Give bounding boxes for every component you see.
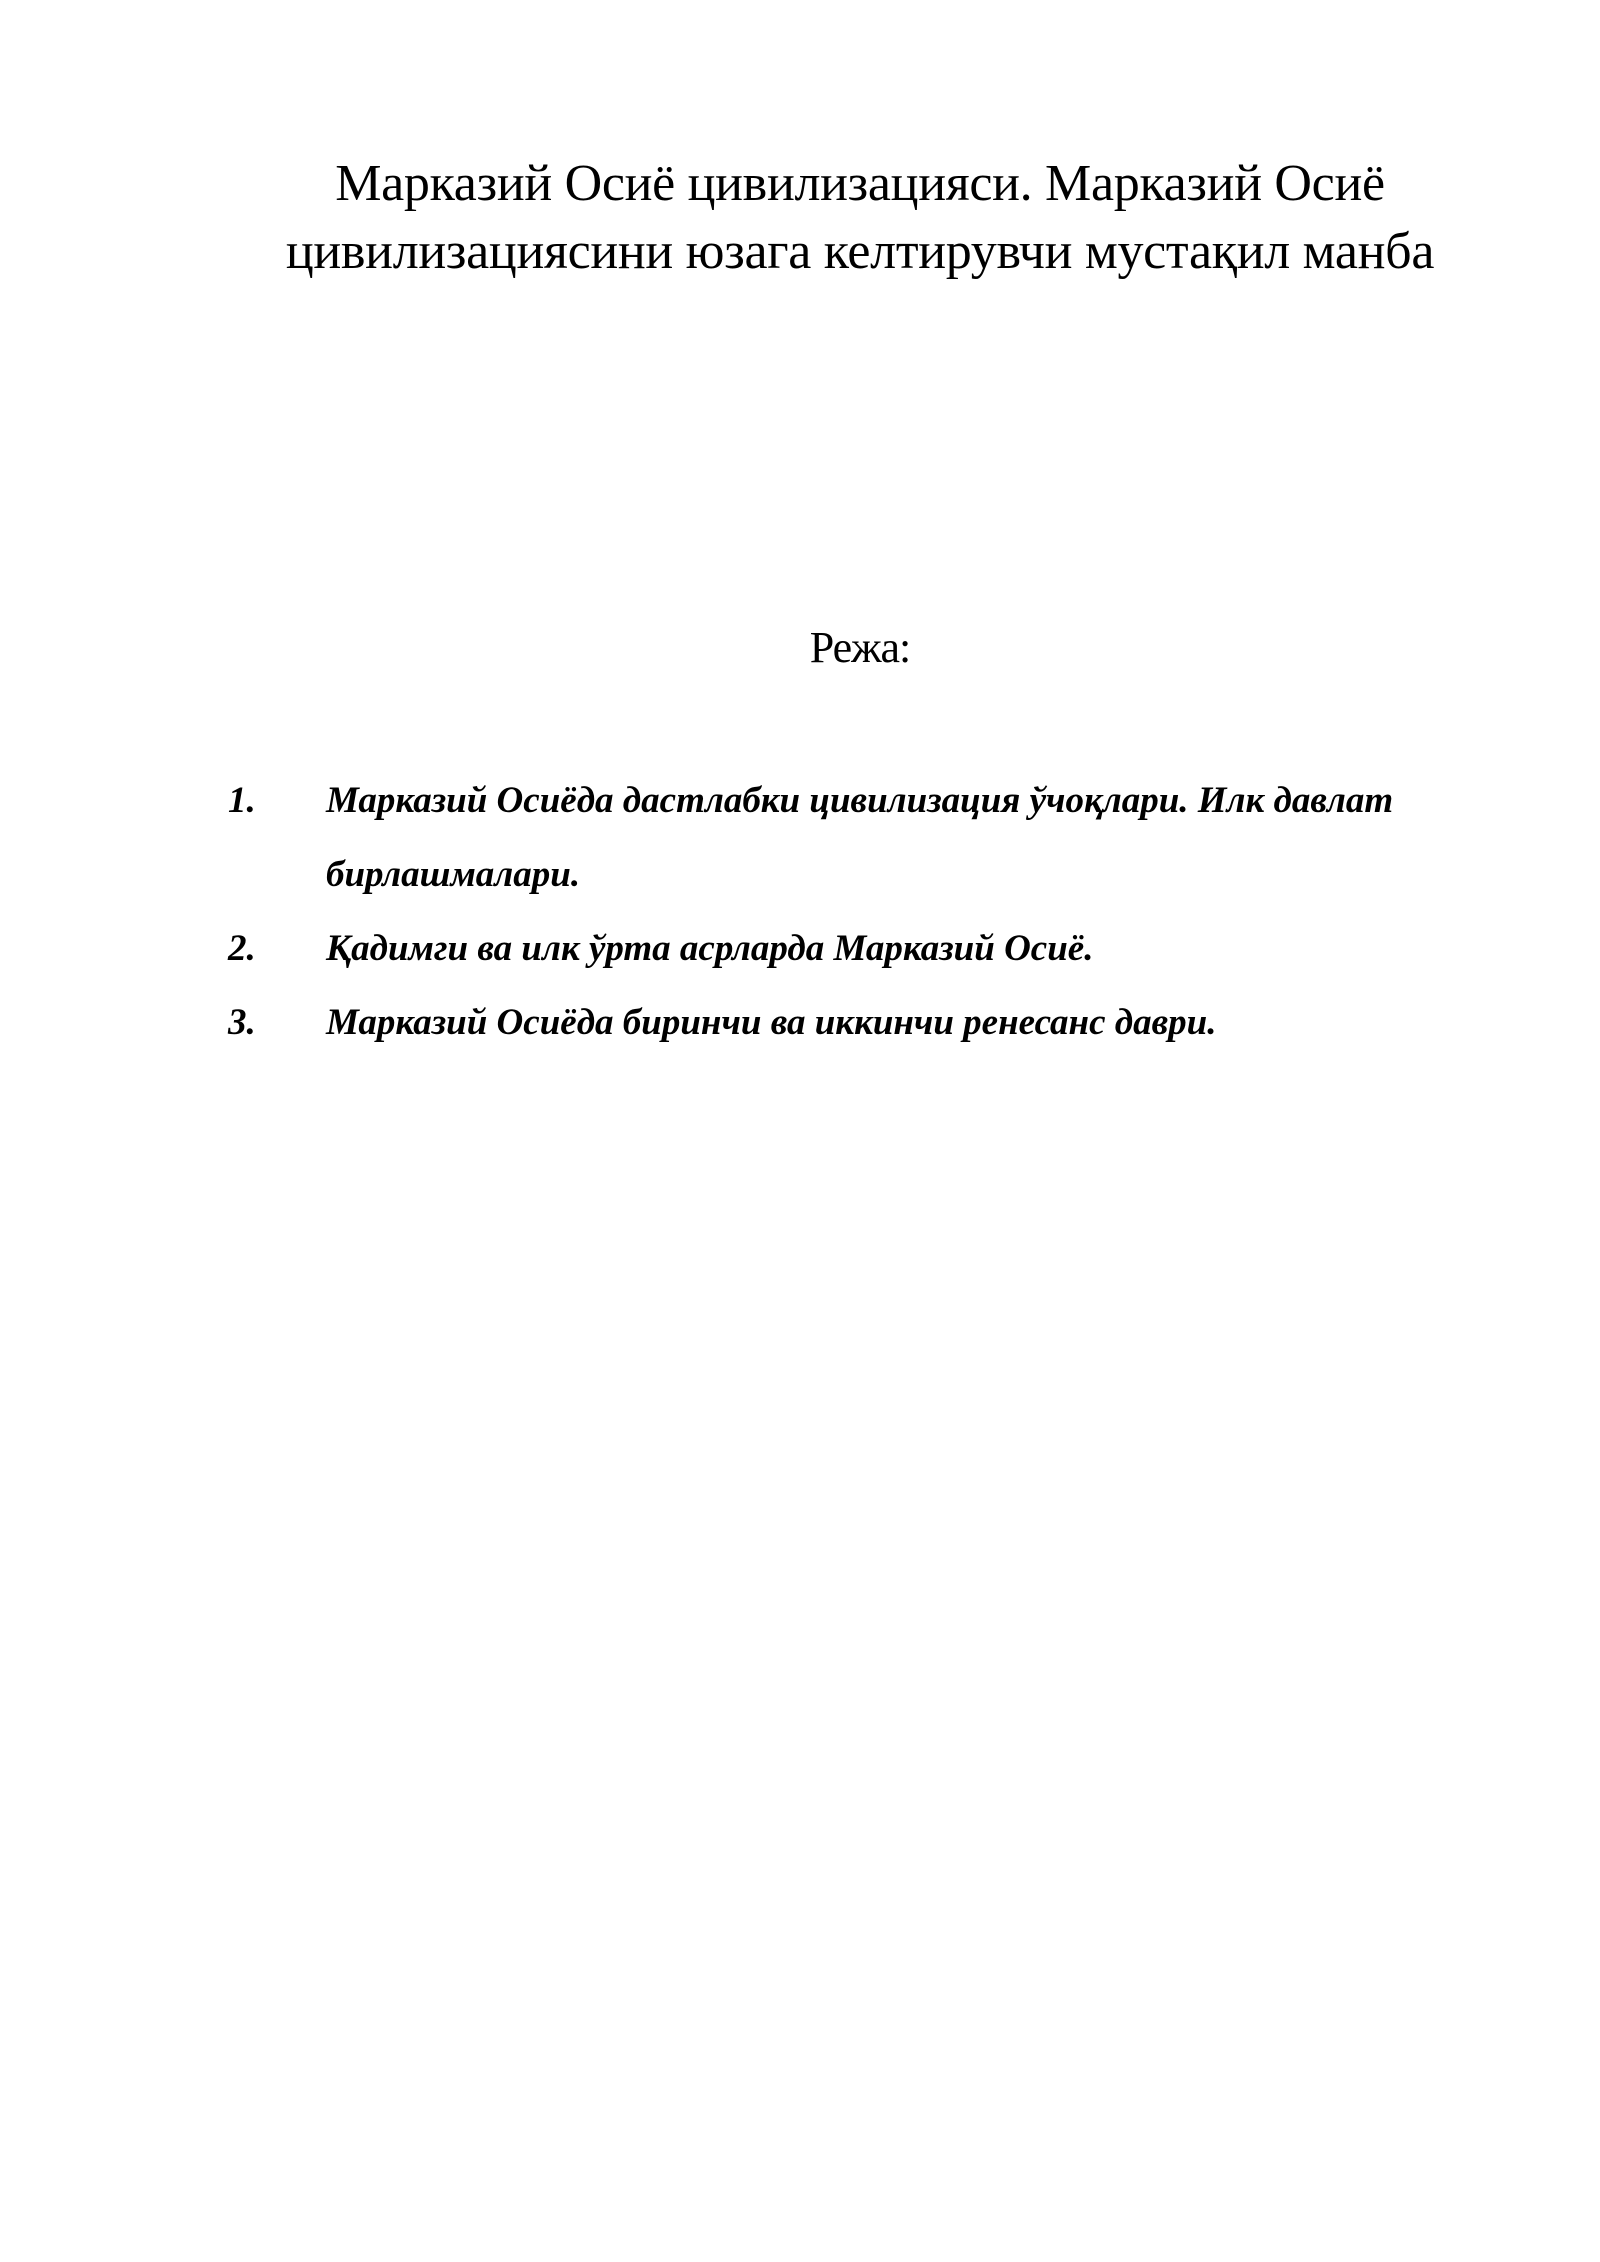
document-title: Марказий Осиё цивилизацияси. Марказий Осиё цивилизациясини юзага келтирувчи мустақил манба — [285, 155, 1435, 280]
plan-heading: Режа: — [809, 623, 911, 672]
list-item-number: 1. — [228, 780, 256, 821]
list-item — [228, 912, 1428, 986]
list-item-number: 2. — [228, 928, 256, 969]
list-item — [228, 986, 1428, 1060]
plan-list — [228, 764, 1428, 1060]
list-item — [228, 764, 1428, 912]
list-item-text: Марказий Осиёда дастлабки цивилизация ўчоқлари. Илк давлат бирлашмалари. — [326, 780, 1394, 895]
list-item-text: Қадимги ва илк ўрта асрларда Марказий Осиё. — [326, 928, 1094, 969]
list-item-number: 3. — [228, 1002, 256, 1043]
list-item-text: Марказий Осиёда биринчи ва иккинчи ренесанс даври. — [326, 1002, 1217, 1043]
